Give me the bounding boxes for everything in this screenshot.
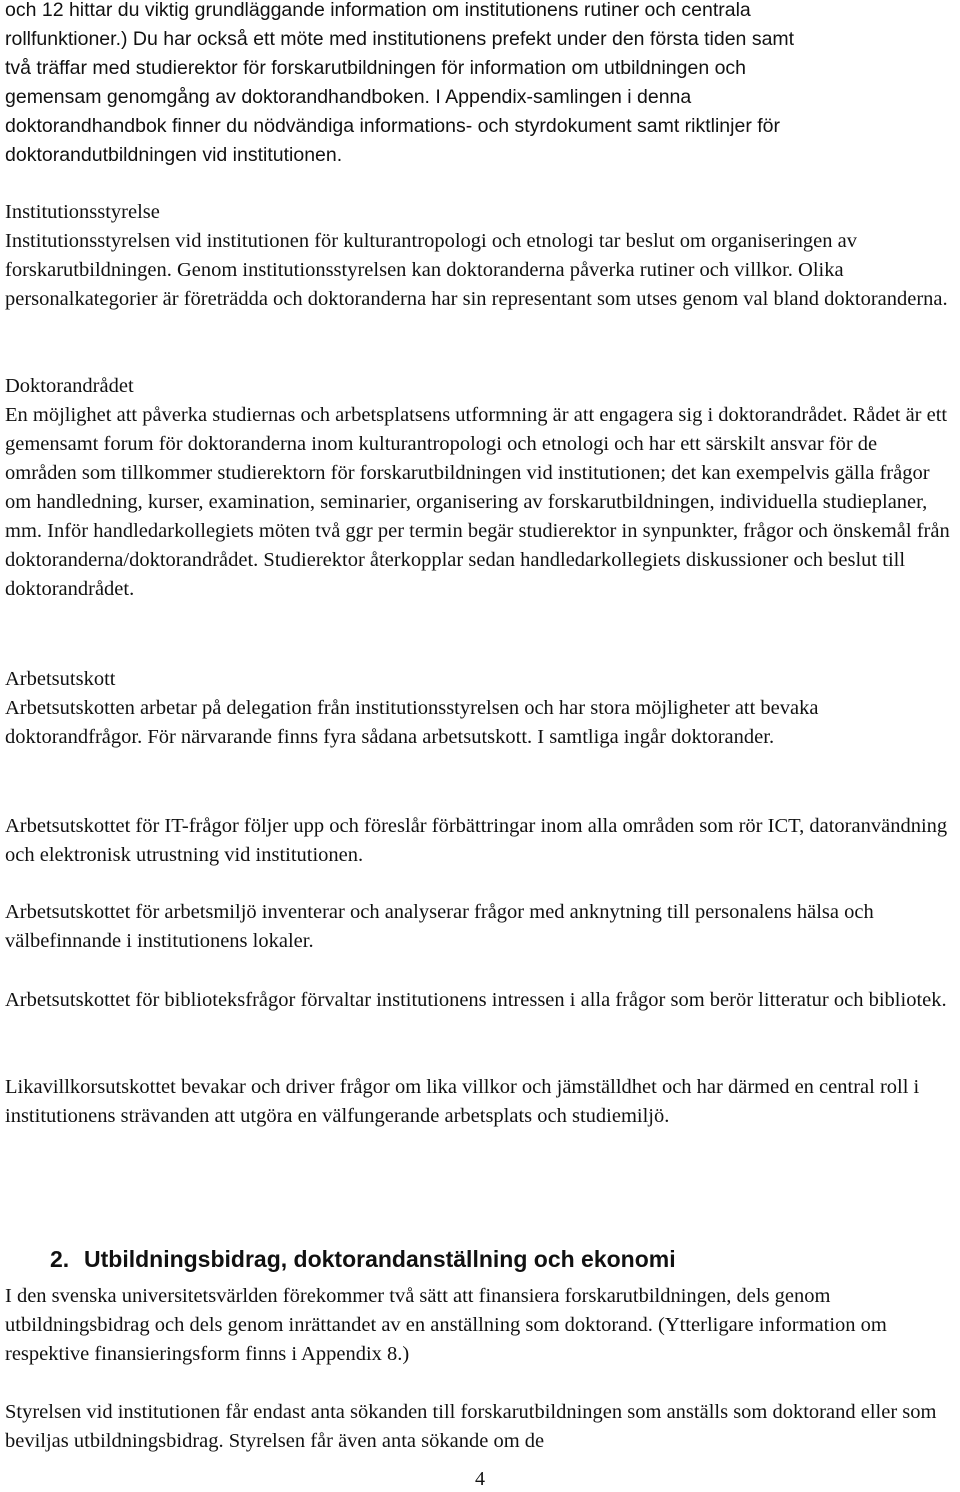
bibliotek-utskott-paragraph: Arbetsutskottet för biblioteksfrågor förvaltar institutionens intressen i alla frågor som berör litteratur och bibliotek. <box>5 989 947 1011</box>
institutionsstyrelse-section <box>5 198 950 314</box>
section-2-paragraph-1: I den svenska universitetsvärlden förekommer två sätt att finansiera forskarutbildningen, dels genom utbildningsbidrag och dels genom inrättandet av en anställning som doktorand. (Ytterligare information om respektive finansieringsform finns i Appendix 8.) <box>5 1285 887 1365</box>
arbetsutskott-section <box>5 665 950 752</box>
section-number: 2. <box>50 1246 70 1272</box>
section-heading: Arbetsutskott <box>5 668 116 690</box>
intro-line: doktorandutbildningen vid institutionen. <box>5 144 343 166</box>
section-text: Arbetsutskotten arbetar på delegation från institutionsstyrelsen och har stora möjligheter att bevaka doktorandfrågor. För närvarande finns fyra sådana arbetsutskott. I samtliga ingår doktorander. <box>5 697 819 748</box>
arbetsmiljo-utskott-paragraph: Arbetsutskottet för arbetsmiljö inventerar och analyserar frågor med anknytning till personalens hälsa och välbefinnande i institutionens lokaler. <box>5 901 874 952</box>
section-2-paragraph-2: Styrelsen vid institutionen får endast anta sökanden till forskarutbildningen som anställs som doktorand eller som beviljas utbildningsbidrag. Styrelsen får även anta sökande om de <box>5 1401 937 1452</box>
section-title: Utbildningsbidrag, doktorandanställning och ekonomi <box>84 1246 676 1272</box>
doktorandradet-section <box>5 372 950 604</box>
section-text: Institutionsstyrelsen vid institutionen för kulturantropologi och etnologi tar beslut om organiseringen av forskarutbildningen. Genom institutionsstyrelsen kan doktoranderna påverka rutiner och villkor. Olika personalkategorier är företrädda och doktoranderna har sin representant som utses genom val bland doktoranderna. <box>5 230 948 310</box>
intro-line: och 12 hittar du viktig grundläggande information om institutionens rutiner och centrala <box>5 0 751 21</box>
section-heading: Institutionsstyrelse <box>5 201 160 223</box>
page-number: 4 <box>475 1468 485 1490</box>
section-heading: Doktorandrådet <box>5 375 134 397</box>
intro-line: rollfunktioner.) Du har också ett möte med institutionens prefekt under den första tiden samt <box>5 28 795 50</box>
likavillkor-utskott-paragraph: Likavillkorsutskottet bevakar och driver frågor om lika villkor och jämställdhet och har därmed en central roll i institutionens strävanden att utgöra en välfungerande arbetsplats och studiemiljö. <box>5 1076 920 1127</box>
it-utskott-paragraph: Arbetsutskottet för IT-frågor följer upp och föreslår förbättringar inom alla områden som rör ICT, datoranvändning och elektronisk utrustning vid institutionen. <box>5 815 948 866</box>
intro-line: gemensam genomgång av doktorandhandboken. I Appendix-samlingen i denna <box>5 86 692 108</box>
section-2-heading <box>50 1244 676 1274</box>
section-text: En möjlighet att påverka studiernas och arbetsplatsens utformning är att engagera sig i doktorandrådet. Rådet är ett gemensamt forum för doktoranderna inom kulturantropologi och etnologi och har ett särskilt ansvar för de områden som tillkommer studierektorn för forskarutbildningen vid institutionen; det kan exempelvis gälla frågor om handledning, kurser, examination, seminarier, organisering av forskarutbildningen, individuella studieplaner, mm. Inför handledarkollegiets möten två ggr per termin begär studierektor in synpunkter, frågor och önskemål från doktoranderna/doktorandrådet. Studierektor återkopplar sedan handledarkollegiets diskussioner och beslut till doktorandrådet. <box>5 404 950 600</box>
intro-line: två träffar med studierektor för forskarutbildningen för information om utbildningen och <box>5 57 747 79</box>
intro-line: doktorandhandbok finner du nödvändiga informations- och styrdokument samt riktlinjer för <box>5 115 781 137</box>
intro-paragraph <box>5 0 950 170</box>
